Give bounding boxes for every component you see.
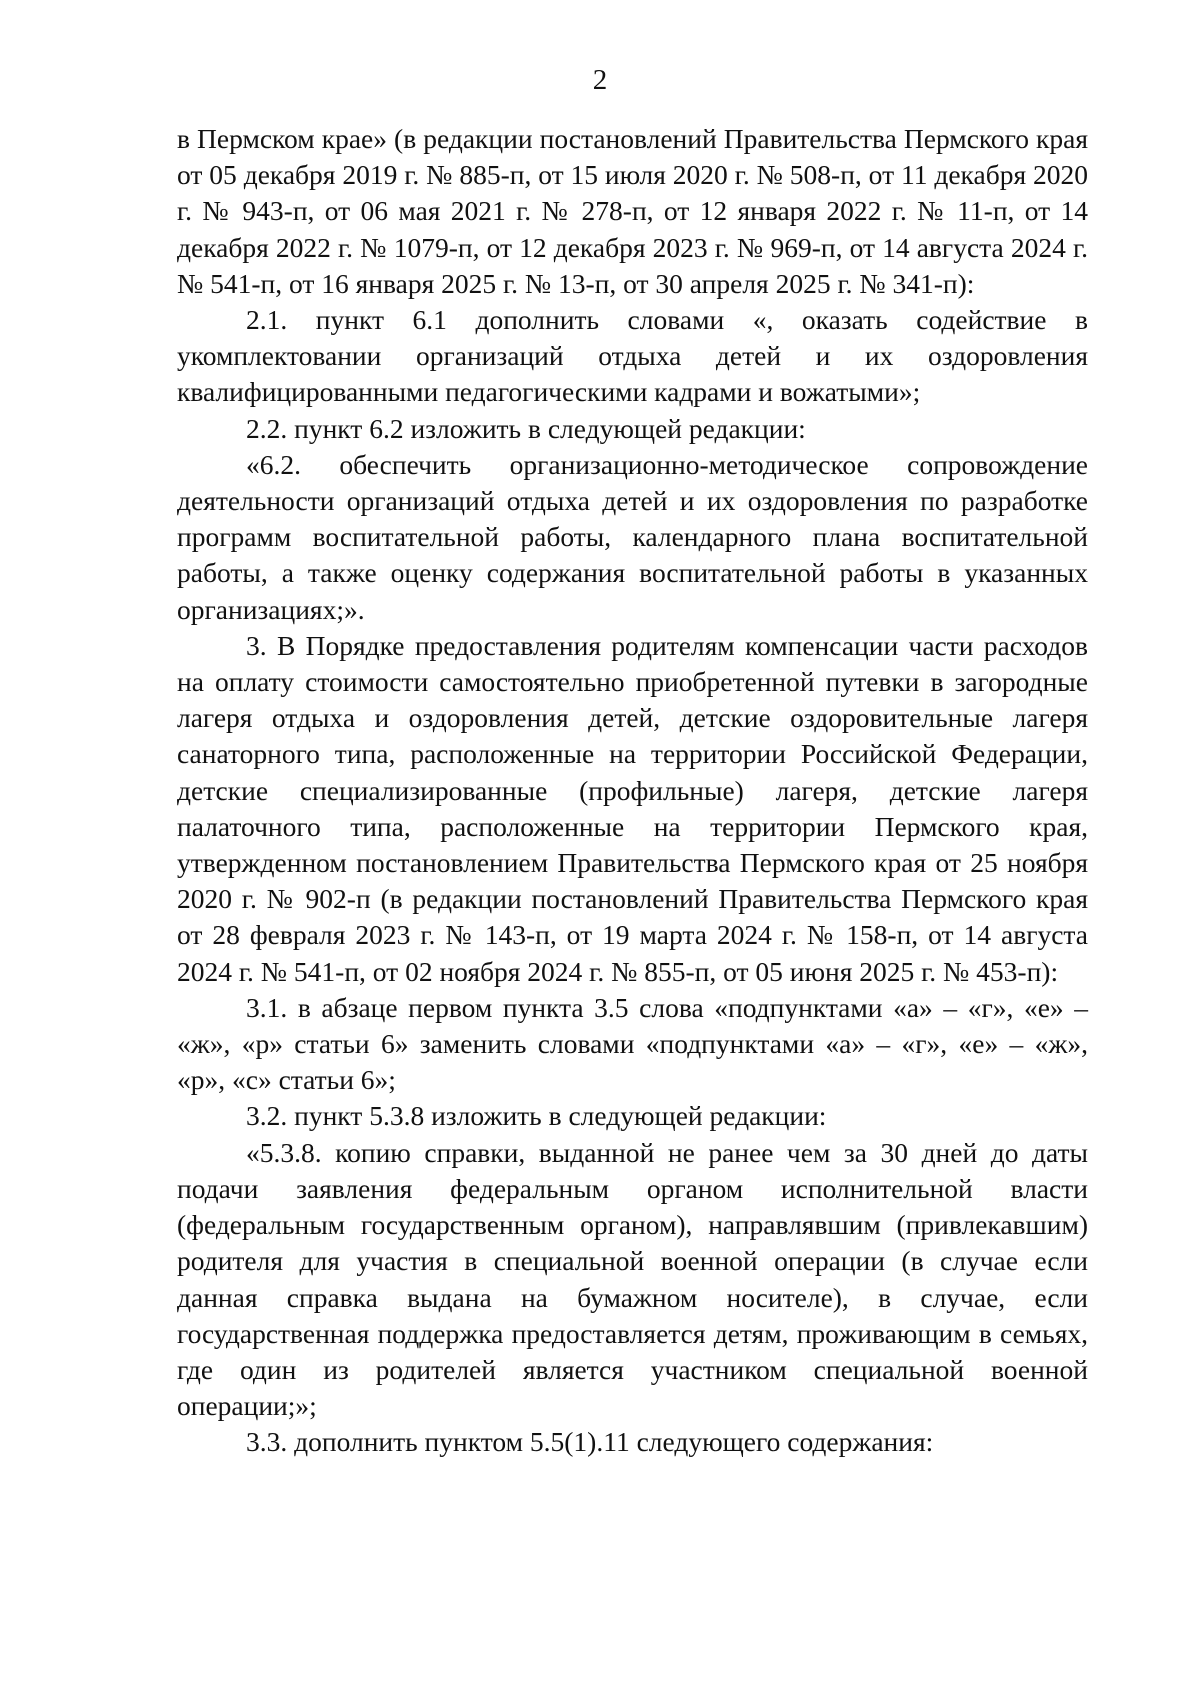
paragraph-item-3: 3. В Порядке предоставления родителям компенсации части расходов на оплату стоимости самостоятельно приобретенной путевки в загородные лагеря отдыха и оздоровления детей, детские оздоровительные лагеря санаторного типа, расположенные на территории Российской Федерации, детские специализированные (профильные) лагеря, детские лагеря палаточного типа, расположенные на территории Пермского края, утвержденном постановлением Правительства Пермского края от 25 ноября 2020 г. № 902-п (в редакции постановлений Правительства Пермского края от 28 февраля 2023 г. № 143-п, от 19 марта 2024 г. № 158-п, от 14 августа 2024 г. № 541-п, от 02 ноября 2024 г. № 855-п, от 05 июня 2025 г. № 453-п):	[177, 629, 1088, 987]
paragraph-item-3-1: 3.1. в абзаце первом пункта 3.5 слова «подпунктами «а» – «г», «е» – «ж», «р» статьи 6» заменить словами «подпунктами «а» – «г», «е» – «ж», «р», «с» статьи 6»;	[177, 991, 1088, 1096]
page-number: 2	[592, 64, 608, 96]
paragraph-quote-5-3-8: «5.3.8. копию справки, выданной не ранее чем за 30 дней до даты подачи заявления федеральным органом исполнительной власти (федеральным государственным органом), направлявшим (привлекавшим) родителя для участия в специальной военной операции (в случае если данная справка выдана на бумажном носителе), в случае, если государственная поддержка предоставляется детям, проживающим в семьях, где один из родителей является участником специальной военной операции;»;	[177, 1136, 1088, 1422]
paragraph-item-2-1: 2.1. пункт 6.1 дополнить словами «, оказать содействие в укомплектовании организаций отдыха детей и их оздоровления квалифицированными педагогическими кадрами и вожатыми»;	[177, 304, 1088, 408]
paragraph-continuation: в Пермском крае» (в редакции постановлений Правительства Пермского края от 05 декабря 2019 г. № 885-п, от 15 июля 2020 г. № 508-п, от 11 декабря 2020 г. № 943-п, от 06 мая 2021 г. № 278-п, от 12 января 2022 г. № 11-п, от 14 декабря 2022 г. № 1079-п, от 12 декабря 2023 г. № 969-п, от 14 августа 2024 г. № 541-п, от 16 января 2025 г. № 13-п, от 30 апреля 2025 г. № 341-п):	[177, 123, 1088, 299]
paragraph-item-3-3: 3.3. дополнить пунктом 5.5(1).11 следующего содержания:	[246, 1426, 934, 1458]
document-body	[177, 121, 1088, 1461]
paragraph-item-2-2: 2.2. пункт 6.2 изложить в следующей редакции:	[246, 412, 806, 444]
paragraph-quote-6-2: «6.2. обеспечить организационно-методическое сопровождение деятельности организаций отдыха детей и их оздоровления по разработке программ воспитательной работы, календарного плана воспитательной работы, а также оценку содержания воспитательной работы в указанных организациях;».	[177, 448, 1088, 625]
paragraph-item-3-2: 3.2. пункт 5.3.8 изложить в следующей редакции:	[246, 1100, 827, 1132]
